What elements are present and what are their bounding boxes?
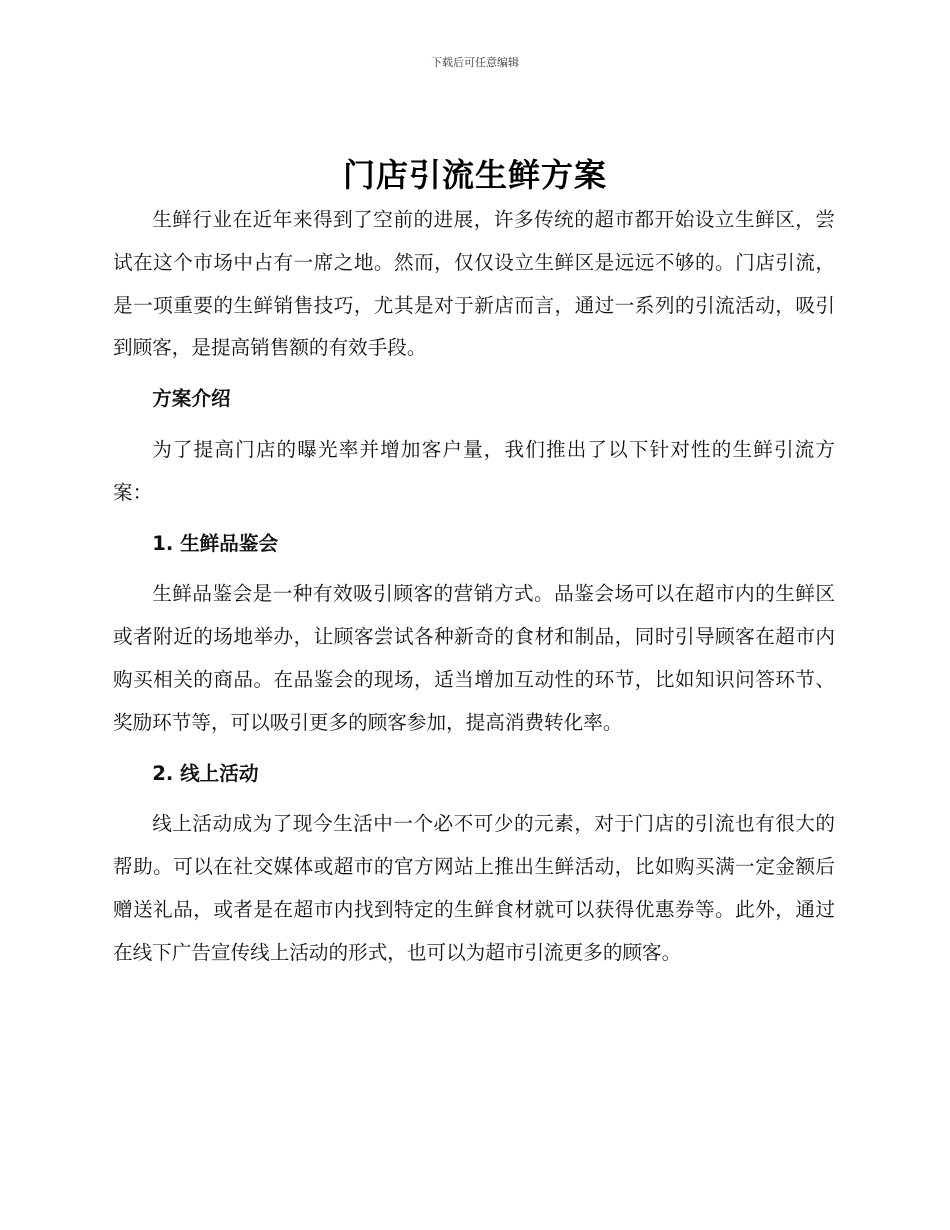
tasting-event-paragraph: 生鲜品鉴会是一种有效吸引顾客的营销方式。品鉴会场可以在超市内的生鲜区或者附近的场地举办，让顾客尝试各种新奇的食材和制品，同时引导顾客在超市内购买相关的商品。在品鉴会的现场，适当增加互动性的环节，比如知识问答环节、奖励环节等，可以吸引更多的顾客参加，提高消费转化率。 [113, 582, 835, 734]
section-heading-plan-intro: 方案介绍 [152, 387, 231, 411]
section-heading-tasting-event: 1. 生鲜品鉴会 [152, 531, 279, 555]
online-activity-paragraph: 线上活动成为了现今生活中一个必不可少的元素，对于门店的引流也有很大的帮助。可以在社交媒体或超市的官方网站上推出生鲜活动，比如购买满一定金额后赠送礼品，或者是在超市内找到特定的生鲜食材就可以获得优惠券等。此外，通过在线下广告宣传线上活动的形式，也可以为超市引流更多的顾客。 [113, 812, 835, 964]
section-heading-online-activity: 2. 线上活动 [152, 761, 259, 785]
document-body [113, 199, 835, 975]
header-note: 下载后可任意编辑 [431, 56, 519, 69]
document-title: 门店引流生鲜方案 [342, 156, 607, 194]
intro-paragraph: 生鲜行业在近年来得到了空前的进展，许多传统的超市都开始设立生鲜区，尝试在这个市场中占有一席之地。然而，仅仅设立生鲜区是远远不够的。门店引流，是一项重要的生鲜销售技巧，尤其是对于新店而言，通过一系列的引流活动，吸引到顾客，是提高销售额的有效手段。 [113, 208, 835, 360]
plan-intro-paragraph: 为了提高门店的曝光率并增加客户量，我们推出了以下针对性的生鲜引流方案： [113, 437, 835, 504]
